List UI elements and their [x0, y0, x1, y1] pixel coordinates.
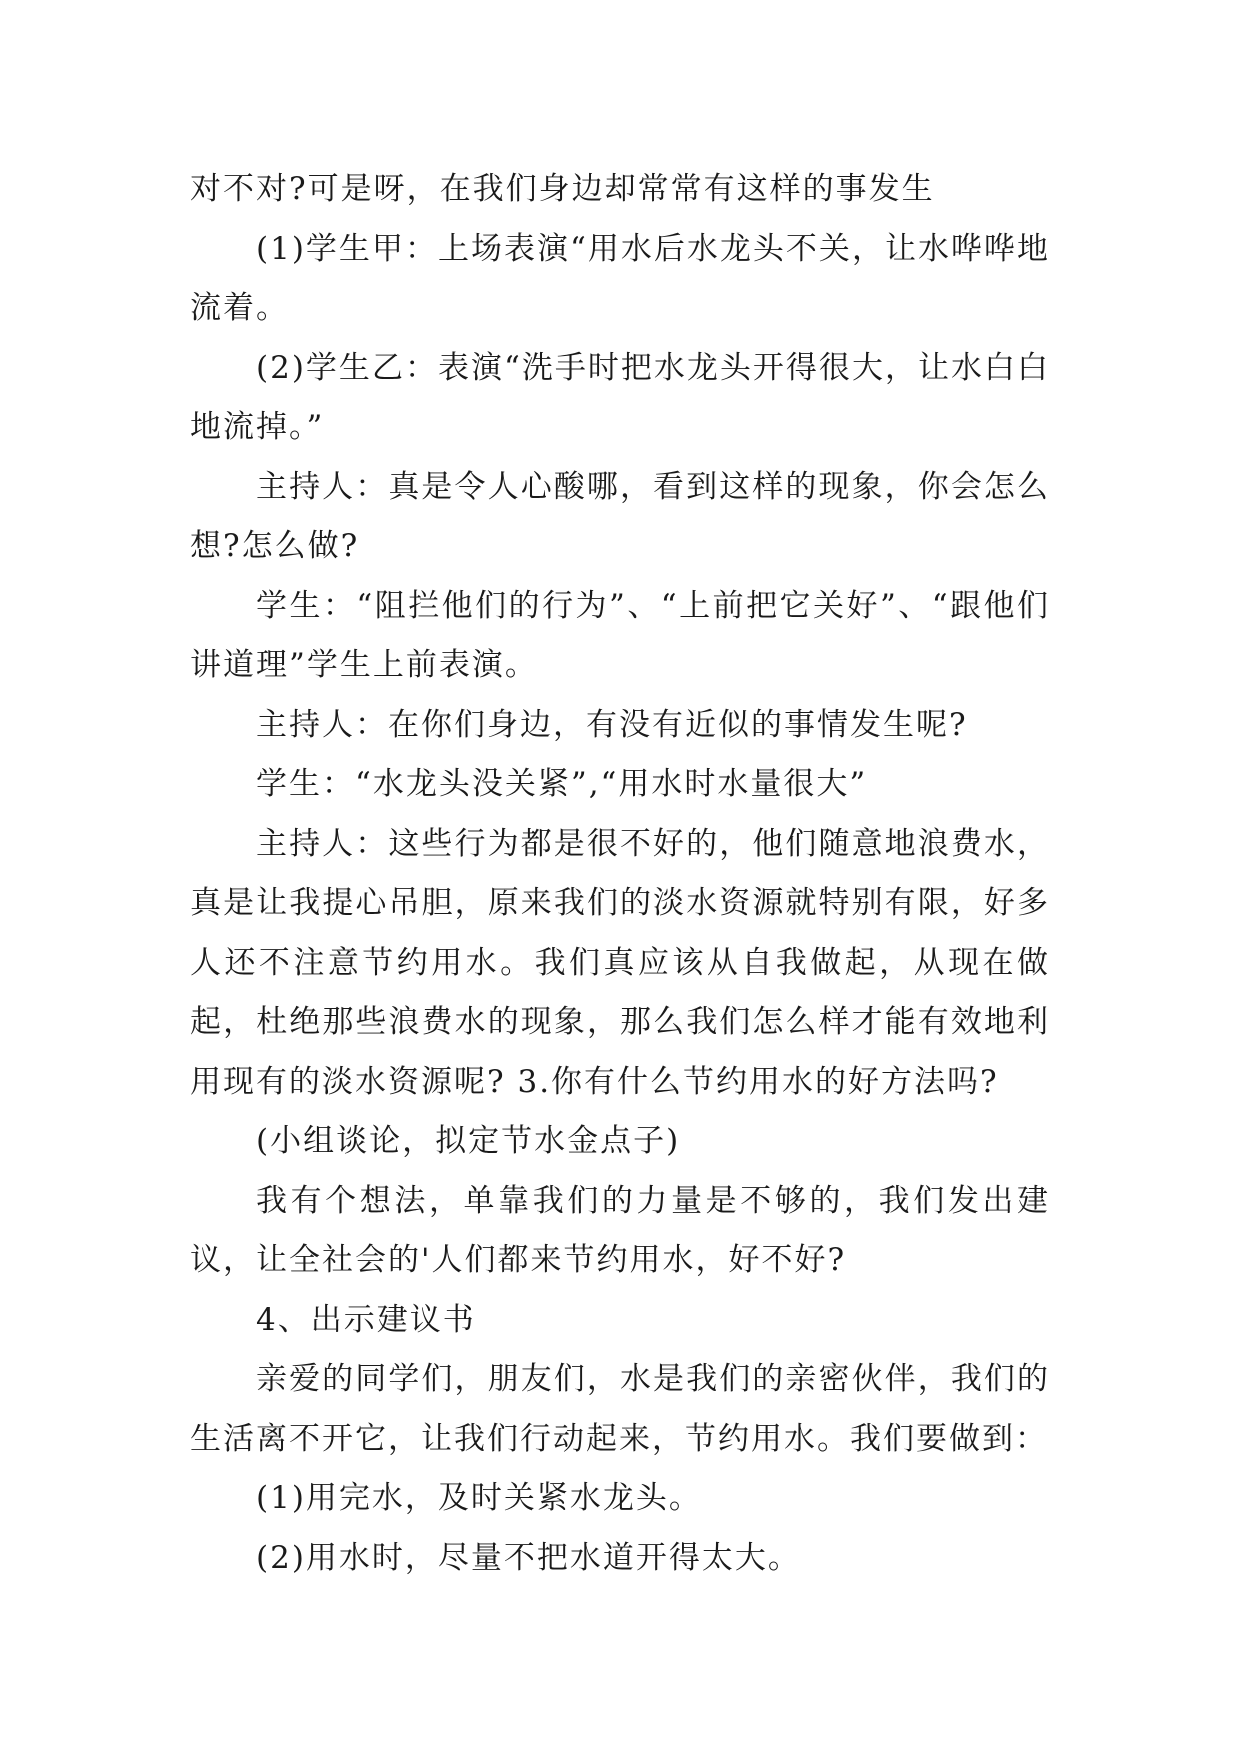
- paragraph: (1)用完水，及时关紧水龙头。: [256, 1480, 702, 1516]
- paragraph: (小组谈论，拟定节水金点子): [256, 1123, 681, 1159]
- paragraph: 主持人：这些行为都是很不好的，他们随意地浪费水，真是让我提心吊胆，原来我们的淡水资源就特别有限，好多人还不注意节约用水。我们真应该从自我做起，从现在做起，杜绝那些浪费水的现象，那么我们怎么样才能有效地利用现有的淡水资源呢? 3.你有什么节约用水的好方法吗?: [190, 825, 1050, 1100]
- paragraph: 主持人：真是令人心酸哪，看到这样的现象，你会怎么想?怎么做?: [190, 468, 1050, 564]
- document-body: [190, 160, 1050, 1588]
- paragraph: 亲爱的同学们，朋友们，水是我们的亲密伙伴，我们的生活离不开它，让我们行动起来，节约用水。我们要做到：: [190, 1361, 1050, 1457]
- paragraph: 学生：“阻拦他们的行为”、“上前把它关好”、“跟他们讲道理”学生上前表演。: [190, 587, 1050, 683]
- paragraph: (2)学生乙：表演“洗手时把水龙头开得很大，让水白白地流掉。”: [190, 349, 1050, 445]
- paragraph: 主持人：在你们身边，有没有近似的事情发生呢?: [256, 706, 968, 743]
- paragraph: (2)用水时，尽量不把水道开得太大。: [256, 1539, 801, 1576]
- paragraph: 学生：“水龙头没关紧”,“用水时水量很大”: [256, 766, 868, 802]
- paragraph: 4、出示建议书: [256, 1301, 476, 1338]
- paragraph: (1)学生甲：上场表演“用水后水龙头不关，让水哗哗地流着。: [190, 230, 1050, 326]
- paragraph: 对不对?可是呀，在我们身边却常常有这样的事发生: [190, 171, 935, 207]
- paragraph: 我有个想法，单靠我们的力量是不够的，我们发出建议，让全社会的'人们都来节约用水，好不好?: [190, 1182, 1050, 1278]
